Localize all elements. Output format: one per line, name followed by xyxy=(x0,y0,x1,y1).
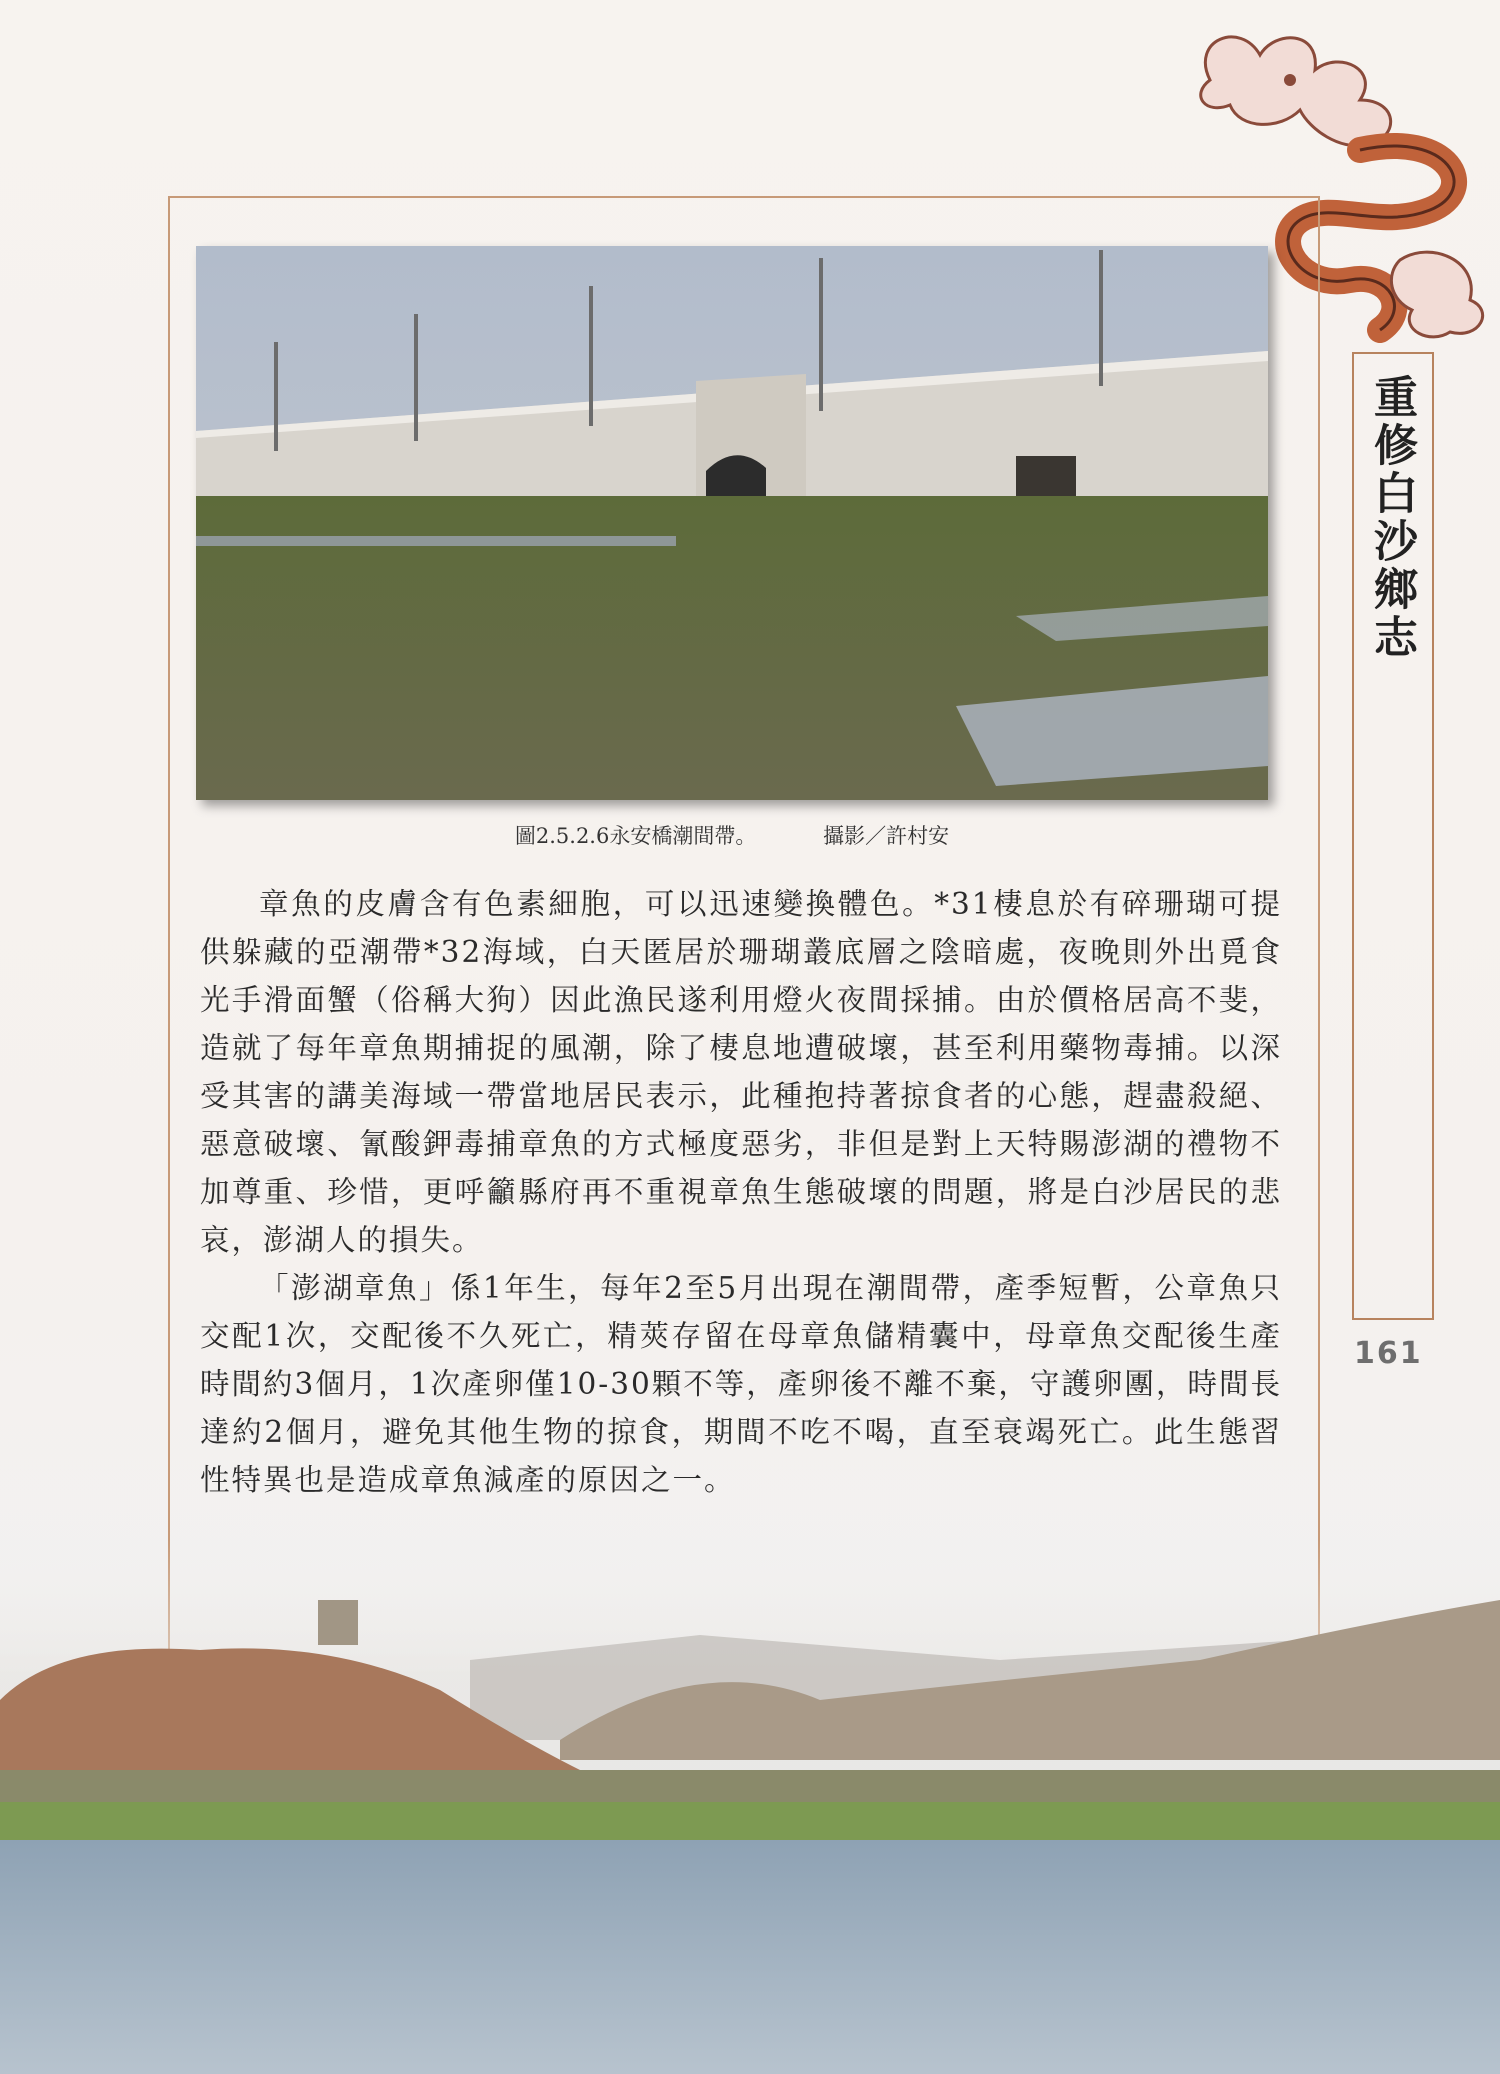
figure-caption: 圖2.5.2.6永安橋潮間帶。 攝影／許村安 xyxy=(514,824,950,848)
paragraph: 「澎湖章魚」係1年生，每年2至5月出現在潮間帶，產季短暫，公章魚只交配1次，交配後不久死亡，精莢存留在母章魚儲精囊中，母章魚交配後生產時間約3個月，1次產卵僅10-30顆不等，產卵後不離不棄，守護卵團，時間長達約2個月，避免其他生物的掠食，期間不吃不喝，直至衰竭死亡。此生態習性特異也是造成章魚減產的原因之一。 xyxy=(200,1271,1282,1497)
figure-photo xyxy=(196,246,1268,800)
book-title: 重修白沙鄉志 xyxy=(1366,374,1417,662)
body-text xyxy=(200,880,1282,1504)
coastal-landscape-image xyxy=(0,1540,1500,2074)
paragraph: 章魚的皮膚含有色素細胞，可以迅速變換體色。*31棲息於有碎珊瑚可提供躲藏的亞潮帶*32海域，白天匿居於珊瑚叢底層之陰暗處，夜晚則外出覓食光手滑面蟹（俗稱大狗）因此漁民遂利用燈火夜間採捕。由於價格居高不斐，造就了每年章魚期捕捉的風潮，除了棲息地遭破壞，甚至利用藥物毒捕。以深受其害的講美海域一帶當地居民表示，此種抱持著掠食者的心態，趕盡殺絕、惡意破壞、氰酸鉀毒捕章魚的方式極度惡劣，非但是對上天特賜澎湖的禮物不加尊重、珍惜，更呼籲縣府再不重視章魚生態破壞的問題，將是白沙居民的悲哀，澎湖人的損失。 xyxy=(200,887,1282,1257)
page-number: 161 xyxy=(1354,1336,1423,1371)
